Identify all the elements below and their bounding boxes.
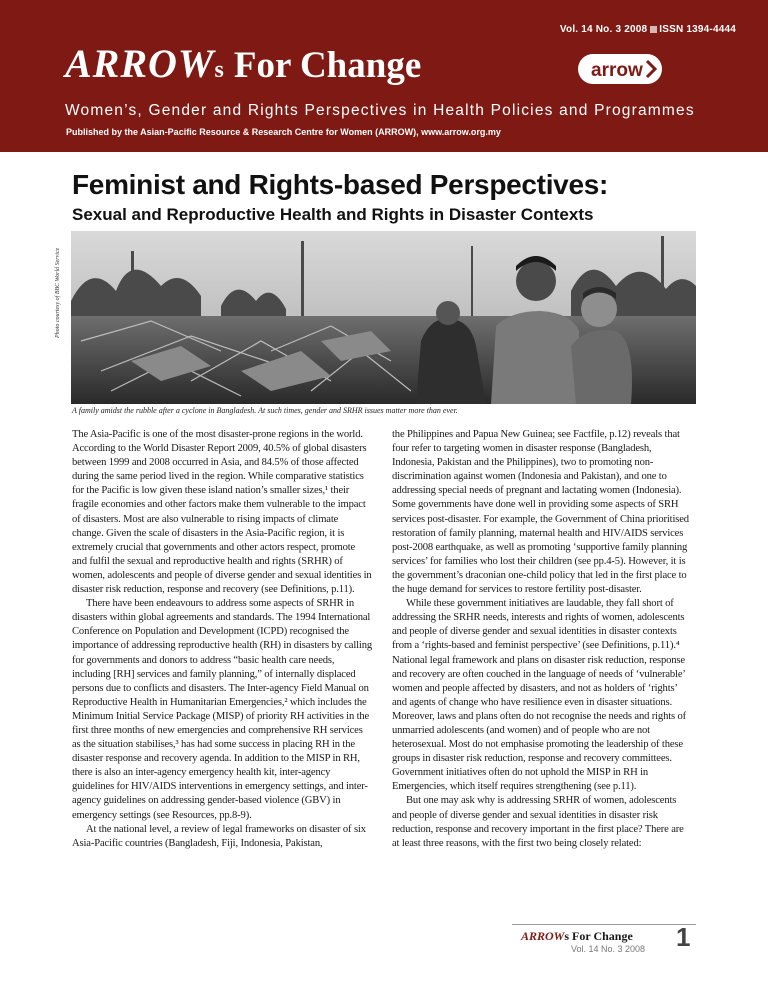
issue-number: Vol. 14 No. 3 2008 <box>559 24 648 35</box>
paragraph: While these government initiatives are laudable, they fall short of addressing the SRHR needs, interests and rights of women, adolescents and people of diverse gender and sexual identities in disaster contexts from a ‘rights-based and feminist perspective’ (see Definitions, p.11).⁴ National legal framework and plans on disaster risk reduction, response and recovery are often couched in the language of needs of ‘vulnerable’ women and people affected by disasters, and not as holders of ‘rights’ and agents of change who have resilience even in disaster situations. Moreover, laws and plans often do not recognise the needs and rights of unmarried adolescents (and women) and of people who are not heterosexual. Most do not emphasise promoting the leadership of these groups in disaster risk reduction, response and recovery committees. Government initiatives often do not uphold the MISP in RH in Emergencies, which itself requires strengthening (see p.11). <box>392 598 687 793</box>
masthead <box>0 0 768 152</box>
title-s: s <box>214 57 224 83</box>
footer-title <box>521 929 633 944</box>
paragraph: the Philippines and Papua New Guinea; see Factfile, p.12) reveals that four refer to targeting women in disaster response (Bangladesh, Indonesia, Pakistan and the Philippines), two to promoting non-discrimination against women (Indonesia and Pakistan), and one to addressing special needs of pregnant and lactating women (Indonesia). Some governments have done well in providing some aspects of SRH services post-disaster. For example, the Government of China prioritised restoration of family planning, maternal health and HIV/AIDS services post-2008 earthquake, as well as promoting ‘supportive family planning services’ for families who lost their children (see pp.4-5). However, it is the government’s draconian one-child policy that led in the first place to the huge demand for services to restore fertility post-disaster. <box>392 429 689 596</box>
body-column-left <box>72 428 372 851</box>
paragraph: At the national level, a review of legal frameworks on disaster of six Asia-Pacific countries (Bangladesh, Fiji, Indonesia, Pakistan, <box>72 823 366 849</box>
photo-caption: A family amidst the rubble after a cyclone in Bangladesh. At such times, gender and SRHR issues matter more than ever. <box>72 406 458 415</box>
cover-photo <box>71 231 696 404</box>
article-subtitle: Sexual and Reproductive Health and Rights in Disaster Contexts <box>72 205 594 224</box>
tagline: Women’s, Gender and Rights Perspectives in Health Policies and Programmes <box>65 102 695 119</box>
footer-divider <box>512 924 696 925</box>
newsletter-title <box>65 41 422 86</box>
separator-square-icon <box>650 26 657 33</box>
issue-info <box>560 24 736 35</box>
paragraph: The Asia-Pacific is one of the most disaster-prone regions in the world. According to the World Disaster Report 2009, 40.5% of global disasters between 1999 and 2008 occurred in Asia, and 84.5% of those affected during the same period lived in the region. While comparative statistics for the Pacific is low given these island nation’s smaller sizes,¹ their fragile economies and other factors make them vulnerable to the impact of disasters. Most are also vulnerable to rising impacts of climate change. Given the scale of disasters in the Asia-Pacific region, it is extremely crucial that governments and other actors respect, promote and fulfil the sexual and reproductive health and rights (SRHR) of women, adolescents and people of diverse gender and sexual identities in disaster risk reduction, response and recovery (see Definitions, p.11). <box>72 429 372 596</box>
page-number: 1 <box>676 922 691 952</box>
logo-text: arrow <box>591 60 643 81</box>
footer-issue: Vol. 14 No. 3 2008 <box>571 944 646 954</box>
article-title: Feminist and Rights-based Perspectives: <box>72 169 609 200</box>
arrow-logo-icon <box>577 53 663 85</box>
paragraph: There have been endeavours to address some aspects of SRHR in disasters within global agreements and standards. The 1994 International Conference on Population and Development (ICPD) recognised the importance of addressing reproductive health (RH) in disasters by calling for governments and donors to address “basic health care needs, including [RH] services and family planning,” of internally displaced persons due to conflicts and disasters. The Inter-agency Field Manual on Reproductive Health in Humanitarian Emergencies,² which includes the Minimum Initial Service Package (MISP) of priority RH activities in the first three months of new emergencies and comprehensive RH services as the situation stabilises,³ has had some success in placing RH in the disaster response and recovery agenda. In addition to the MISP in RH, there is also an inter-agency emergency health kit, inter-agency guidelines for HIV/AIDS interventions in emergency settings, and inter-agency guidelines on addressing gender-based violence (GBV) in emergency settings (see Resources, pp.8-9). <box>72 598 373 821</box>
paragraph: But one may ask why is addressing SRHR of women, adolescents and people of diverse gender and sexual identities in disaster risk reduction, response and recovery important in the first place? There are at least three reasons, with the first two being closely related: <box>392 795 684 849</box>
publisher-line: Published by the Asian-Pacific Resource & Research Centre for Women (ARROW), www.arrow.org.my <box>66 127 501 137</box>
photo-credit: Photo courtesy of BBC World Service <box>55 247 61 338</box>
footer-title-rest: s For Change <box>564 929 633 943</box>
body-column-right <box>392 428 692 851</box>
title-rest: For Change <box>233 45 422 86</box>
footer-title-arrow: ARROW <box>521 929 565 943</box>
issn: ISSN 1394-4444 <box>659 24 736 35</box>
title-arrow: ARROW <box>65 41 215 86</box>
